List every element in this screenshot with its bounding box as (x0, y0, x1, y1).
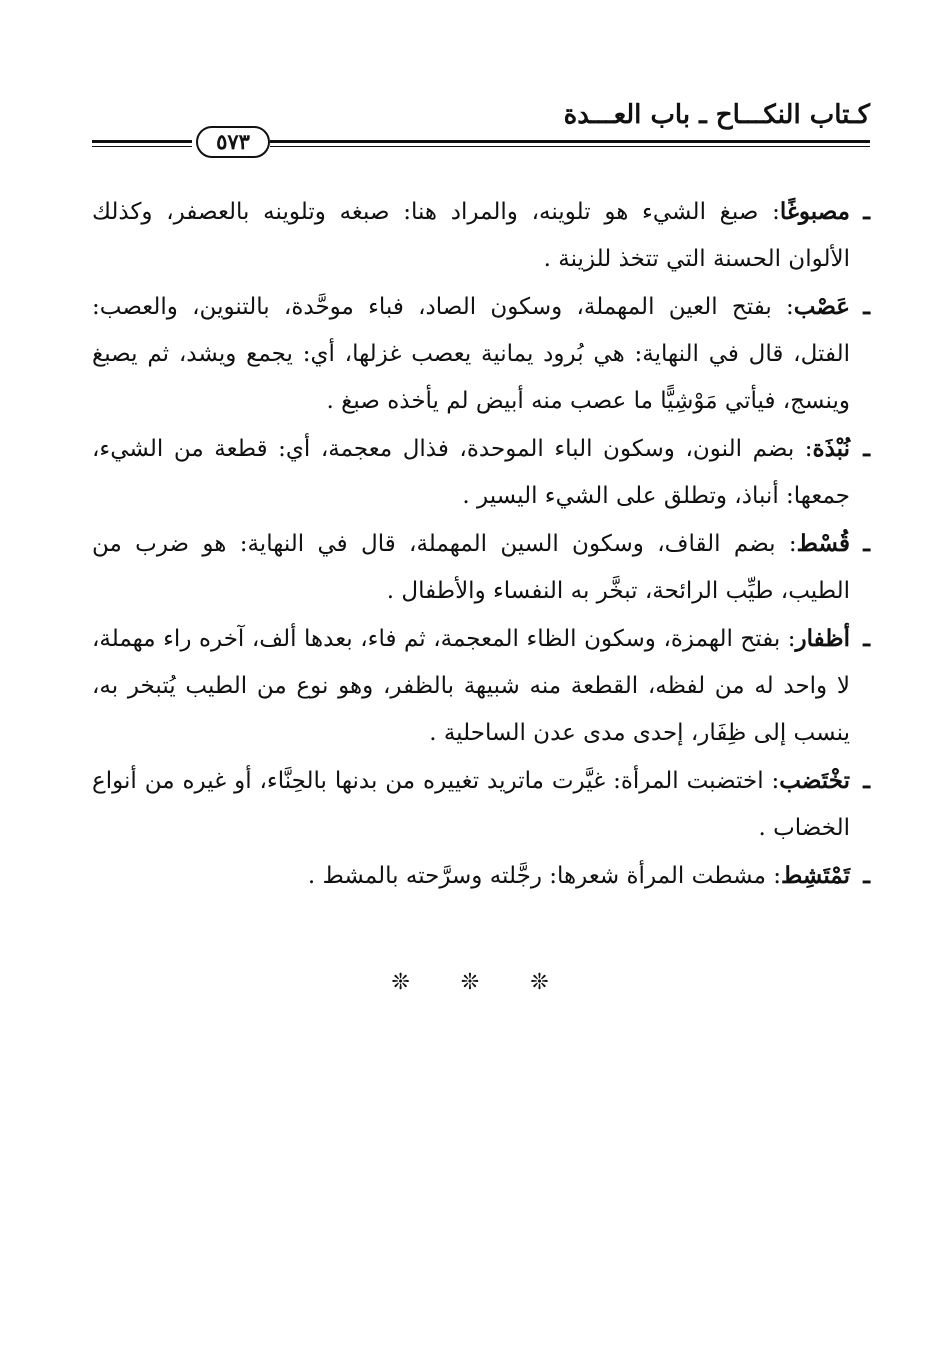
glossary-entry (92, 188, 870, 283)
entry-dash: ـ (863, 530, 870, 557)
page-header (92, 88, 870, 158)
entry-term: أظفار (795, 625, 850, 652)
entry-dash: ـ (863, 435, 870, 462)
entry-term: تخْتَضب (779, 767, 850, 794)
glossary-entry (92, 757, 870, 852)
asterism-icon: ❊ (460, 970, 480, 995)
entry-definition: : اختضبت المرأة: غيَّرت ماتريد تغييره من بدنها بالحِنَّاء، أو غيره من أنواع الخضاب . (92, 768, 850, 841)
asterism-icon: ❊ (391, 970, 410, 995)
entry-term: مصبوغًا (779, 198, 850, 225)
entry-dash: ـ (863, 293, 870, 320)
glossary-entry (92, 615, 870, 757)
entry-definition: : بضم النون، وسكون الباء الموحدة، فذال معجمة، أي: قطعة من الشيء، جمعها: أنباذ، وتطلق على الشيء اليسير . (92, 436, 850, 509)
entry-definition: : بضم القاف، وسكون السين المهملة، قال في النهاية: هو ضرب من الطيب، طيِّب الرائحة، تبخَّر به النفساء والأطفال . (92, 531, 850, 604)
entry-dash: ـ (863, 767, 870, 794)
entry-dash: ـ (863, 862, 870, 889)
page-number-badge: ٥٧٣ (196, 126, 270, 158)
asterism-icon: ❊ (530, 970, 549, 995)
glossary-entry (92, 283, 870, 425)
entry-term: نُبْذَة (812, 435, 850, 462)
glossary-entry (92, 425, 870, 520)
entry-dash: ـ (863, 625, 870, 652)
entry-term: عَصْب (793, 293, 850, 320)
section-end-ornaments (0, 970, 940, 995)
glossary-entry (92, 852, 870, 900)
header-rule-left (92, 140, 192, 143)
entry-definition: : مشطت المرأة شعرها: رجَّلته وسرَّحته بالمشط . (307, 863, 781, 889)
entry-definition: : بفتح الهمزة، وسكون الظاء المعجمة، ثم فاء، بعدها ألف، آخره راء مهملة، لا واحد له من لفظه، القطعة منه شبيهة بالظفر، وهو نوع من الطيب يُتبخر به، ينسب إلى ظِفَار، إحدى مدى عدن الساحلية . (92, 626, 850, 746)
entry-term: تَمْتَشِط (781, 862, 850, 889)
entry-dash: ـ (863, 198, 870, 225)
glossary-entry (92, 520, 870, 615)
glossary-body (92, 188, 870, 900)
header-rule-right (270, 140, 870, 143)
entry-term: قُسْط (796, 530, 850, 557)
running-title: كـتاب النكـــاح ـ باب العـــدة (563, 100, 870, 130)
entry-definition: : بفتح العين المهملة، وسكون الصاد، فباء موحَّدة، بالتنوين، والعصب: الفتل، قال في النهاية: هي بُرود يمانية يعصب غزلها، أي: يجمع ويشد، ثم يصبغ وينسج، فيأتي مَوْشِيًّا ما عصب منه أبيض لم يأخذه صبغ . (92, 294, 850, 414)
entry-definition: : صبغ الشيء هو تلوينه، والمراد هنا: صبغه وتلوينه بالعصفر، وكذلك الألوان الحسنة التي تتخذ للزينة . (92, 199, 850, 272)
